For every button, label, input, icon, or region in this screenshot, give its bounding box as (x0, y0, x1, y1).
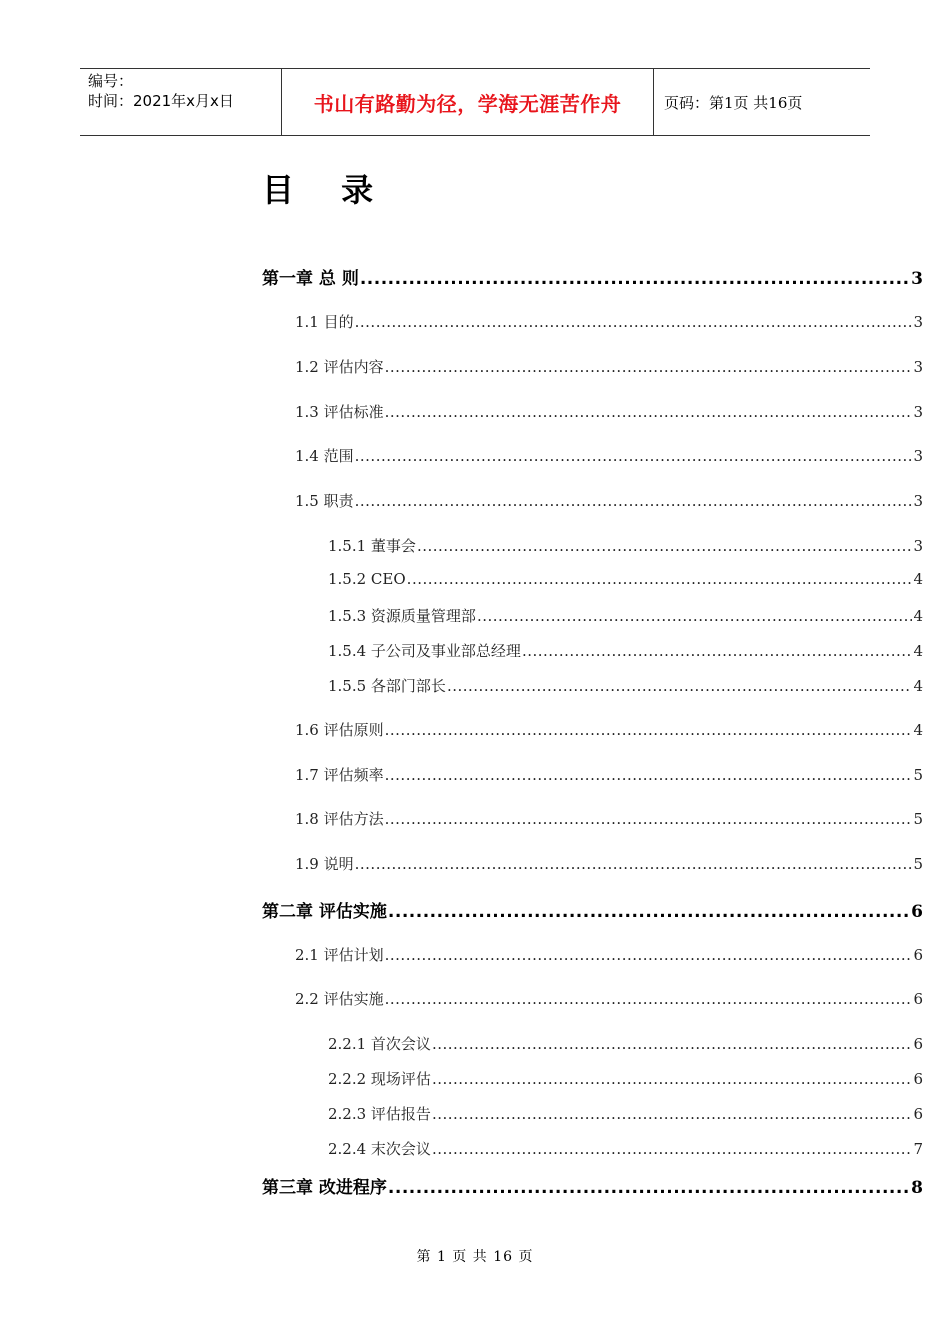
leader-dots (385, 358, 913, 376)
toc-entry-page: 6 (911, 902, 923, 922)
toc-entry[interactable] (328, 675, 923, 696)
leader-dots (432, 1140, 913, 1158)
header-motto: 书山有路勤为径，学海无涯苦作舟 (313, 91, 622, 116)
toc-entry-text: 1.3 评估标准 (295, 403, 384, 421)
leader-dots (385, 721, 913, 739)
toc-entry-text: 1.7 评估频率 (295, 766, 384, 784)
leader-dots (388, 1178, 910, 1198)
toc-entry[interactable] (262, 264, 923, 289)
toc-entry-text: 1.8 评估方法 (295, 810, 384, 828)
toc-entry-text: 2.2.2 现场评估 (328, 1070, 431, 1088)
toc-entry[interactable] (295, 853, 923, 874)
toc-entry-text: 第二章 评估实施 (262, 902, 387, 922)
toc-entry[interactable] (328, 605, 923, 626)
leader-dots (355, 492, 913, 510)
toc-entry-page: 4 (913, 607, 923, 625)
leader-dots (432, 1105, 913, 1123)
toc-entry-page: 5 (913, 810, 923, 828)
leader-dots (407, 570, 913, 588)
leader-dots (432, 1035, 913, 1053)
toc-entry[interactable] (328, 1068, 923, 1089)
leader-dots (360, 269, 910, 289)
leader-dots (447, 677, 913, 695)
leader-dots (417, 537, 913, 555)
header-motto-cell (281, 69, 654, 135)
leader-dots (355, 313, 913, 331)
toc-entry-page: 3 (913, 537, 923, 555)
toc-entry[interactable] (262, 897, 923, 922)
toc-entry-page: 3 (911, 269, 923, 289)
header-meta (80, 69, 281, 135)
toc-entry-text: 2.2.3 评估报告 (328, 1105, 431, 1123)
toc-entry-text: 2.2.1 首次会议 (328, 1035, 431, 1053)
toc-entry[interactable] (295, 764, 923, 785)
toc-entry-text: 1.9 说明 (295, 855, 354, 873)
toc-entry[interactable] (328, 535, 923, 556)
leader-dots (432, 1070, 913, 1088)
toc-entry-page: 6 (913, 946, 923, 964)
toc-entry-text: 第三章 改进程序 (262, 1178, 387, 1198)
toc-entry-text: 1.6 评估原则 (295, 721, 384, 739)
toc-entry[interactable] (328, 640, 923, 661)
toc-entry-text: 1.5.4 子公司及事业部总经理 (328, 642, 521, 660)
toc-entry-page: 5 (913, 766, 923, 784)
leader-dots (385, 810, 913, 828)
toc-entry-text: 1.5 职责 (295, 492, 354, 510)
toc-entry-page: 4 (913, 642, 923, 660)
toc-entry-page: 6 (913, 1035, 923, 1053)
toc-entry-page: 3 (913, 403, 923, 421)
toc-entry[interactable] (295, 401, 923, 422)
toc-entry[interactable] (328, 1138, 923, 1159)
toc-entry[interactable] (295, 490, 923, 511)
toc-title: 目 录 (262, 171, 392, 209)
toc-entry[interactable] (295, 311, 923, 332)
toc-entry[interactable] (328, 1103, 923, 1124)
toc-entry-page: 4 (913, 721, 923, 739)
toc-entry-page: 5 (913, 855, 923, 873)
toc-entry-page: 3 (913, 358, 923, 376)
document-number: 编号： (88, 72, 134, 90)
toc-entry[interactable] (295, 808, 923, 829)
toc-entry[interactable] (328, 570, 923, 588)
leader-dots (385, 946, 913, 964)
toc-entry-text: 第一章 总 则 (262, 269, 359, 289)
toc-entry-page: 3 (913, 313, 923, 331)
leader-dots (355, 447, 913, 465)
toc-entry-page: 4 (913, 677, 923, 695)
leader-dots (355, 855, 913, 873)
leader-dots (522, 642, 913, 660)
toc-entry[interactable] (295, 719, 923, 740)
page-header (80, 68, 870, 136)
toc-entry-page: 6 (913, 1105, 923, 1123)
toc-entry-page: 3 (913, 447, 923, 465)
leader-dots (385, 403, 913, 421)
toc-entry-page: 7 (913, 1140, 923, 1158)
leader-dots (385, 990, 913, 1008)
toc-entry[interactable] (328, 1033, 923, 1054)
toc-entry-text: 1.5.5 各部门部长 (328, 677, 446, 695)
toc-entry-text: 1.5.2 CEO (328, 570, 406, 588)
leader-dots (385, 766, 913, 784)
toc-entry-text: 2.2.4 末次会议 (328, 1140, 431, 1158)
header-page-info: 页码：第1页 共16页 (664, 93, 803, 112)
toc-entry-text: 1.4 范围 (295, 447, 354, 465)
leader-dots (388, 902, 910, 922)
toc-entry-page: 4 (913, 570, 923, 588)
toc-entry-page: 6 (913, 990, 923, 1008)
toc-entry[interactable] (295, 445, 923, 466)
toc-entry-page: 6 (913, 1070, 923, 1088)
toc-entry[interactable] (295, 944, 923, 965)
toc-entry-text: 2.1 评估计划 (295, 946, 384, 964)
toc-entry-text: 1.2 评估内容 (295, 358, 384, 376)
toc-entry[interactable] (295, 356, 923, 377)
document-date: 时间：2021年x月x日 (88, 92, 234, 110)
toc-entry-text: 1.5.3 资源质量管理部 (328, 607, 476, 625)
toc-entry-text: 1.5.1 董事会 (328, 537, 416, 555)
toc-entry-page: 3 (913, 492, 923, 510)
toc-entry[interactable] (262, 1173, 923, 1198)
toc-entry-text: 1.1 目的 (295, 313, 354, 331)
toc-entry-page: 8 (911, 1178, 923, 1198)
page-footer: 第 1 页 共 16 页 (416, 1249, 534, 1265)
leader-dots (477, 607, 913, 625)
toc-entry-text: 2.2 评估实施 (295, 990, 384, 1008)
toc-entry[interactable] (295, 988, 923, 1009)
